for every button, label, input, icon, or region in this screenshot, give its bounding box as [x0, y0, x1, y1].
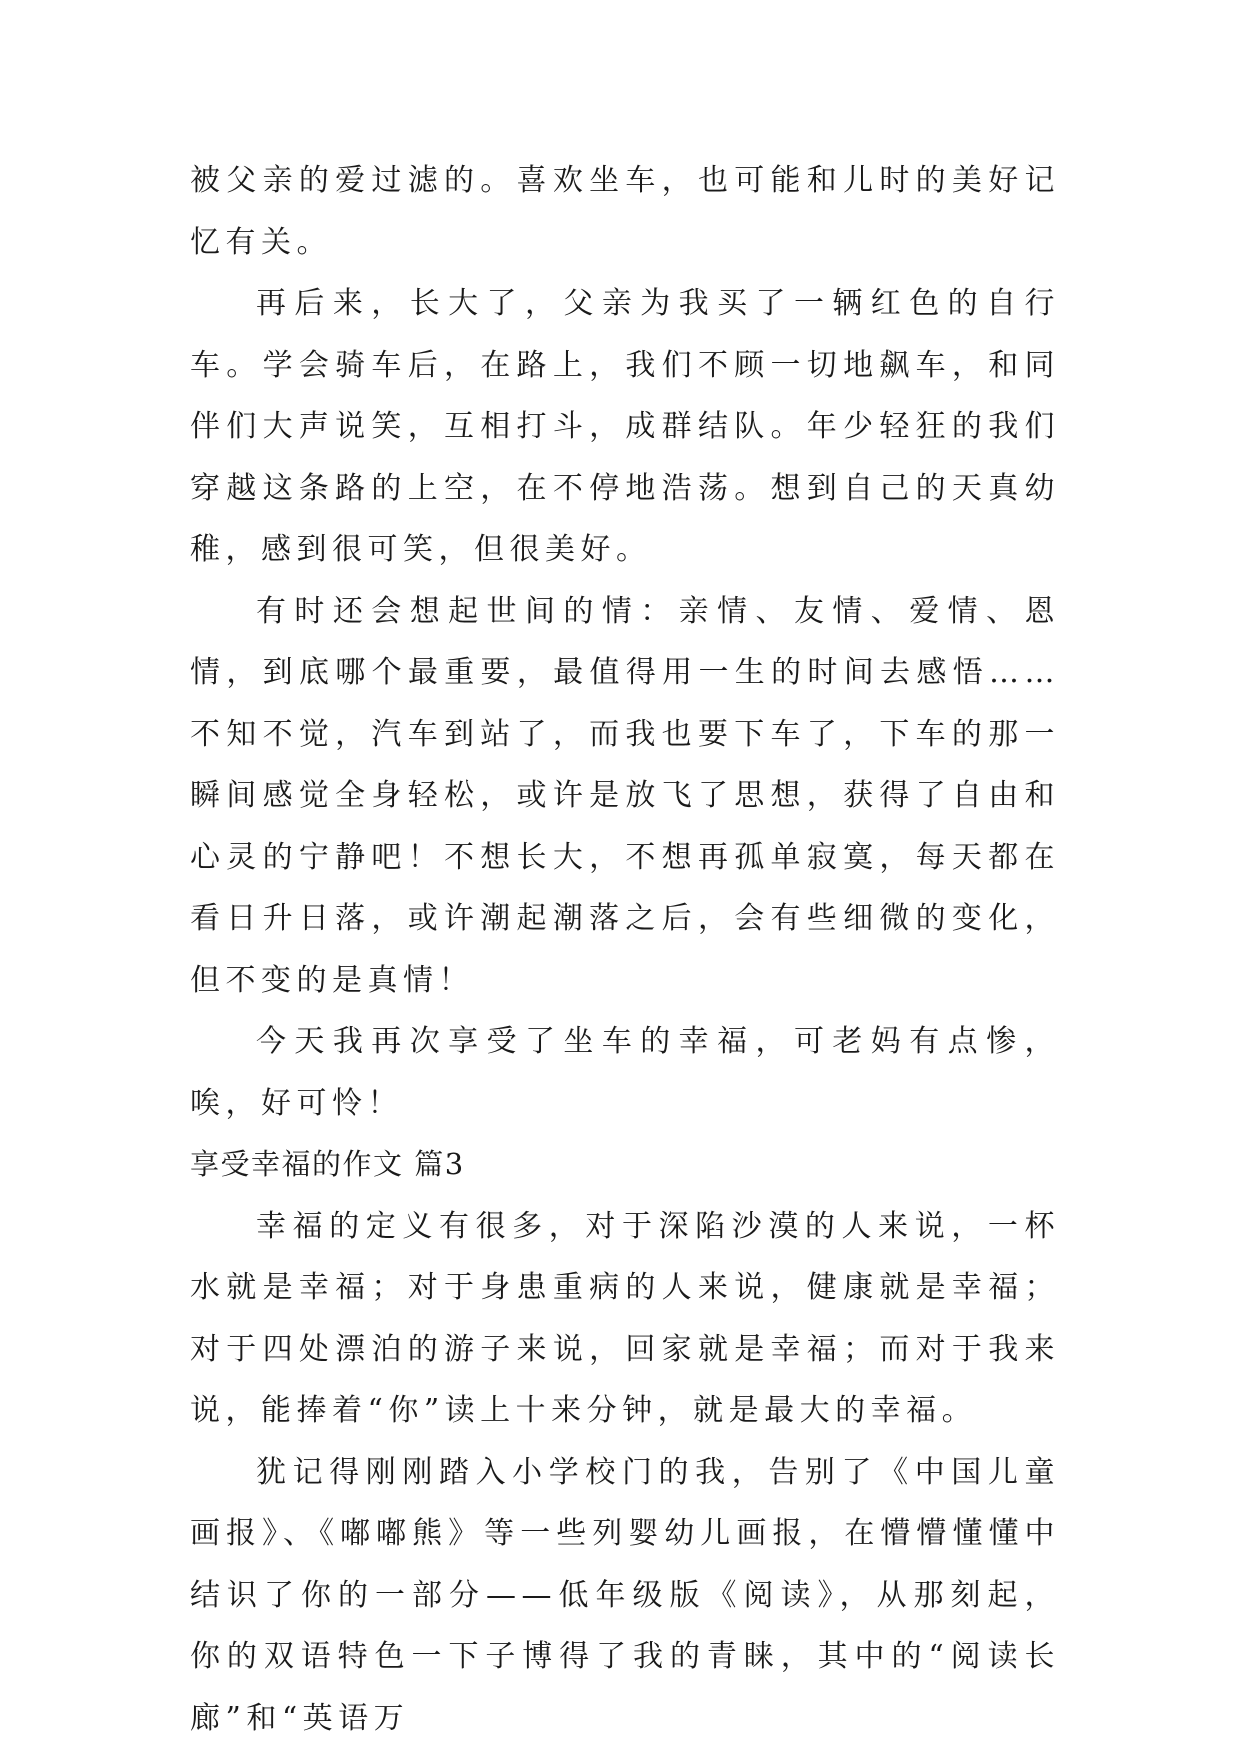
- section-paragraph-1: 幸福的定义有很多，对于深陷沙漠的人来说，一杯水就是幸福；对于身患重病的人来说，健康就是幸福；对于四处漂泊的游子来说，回家就是幸福；而对于我来说，能捧着“你”读上十来分钟，就是最大的幸福。: [190, 1208, 1060, 1428]
- paragraph-3: 有时还会想起世间的情：亲情、友情、爱情、恩情，到底哪个最重要，最值得用一生的时间去感悟……不知不觉，汽车到站了，而我也要下车了，下车的那一瞬间感觉全身轻松，或许是放飞了思想，获得了自由和心灵的宁静吧！不想长大，不想再孤单寂寞，每天都在看日升日落，或许潮起潮落之后，会有些细微的变化，但不变的是真情！: [190, 593, 1060, 998]
- paragraph-1: 被父亲的爱过滤的。喜欢坐车，也可能和儿时的美好记忆有关。: [190, 163, 1060, 260]
- paragraph-2: 再后来，长大了，父亲为我买了一辆红色的自行车。学会骑车后，在路上，我们不顾一切地飙车，和同伴们大声说笑，互相打斗，成群结队。年少轻狂的我们穿越这条路的上空，在不停地浩荡。想到自己的天真幼稚，感到很可笑，但很美好。: [190, 286, 1060, 567]
- paragraph-4: 今天我再次享受了坐车的幸福，可老妈有点惨，唉，好可怜！: [190, 1024, 1060, 1121]
- section-paragraph-2: 犹记得刚刚踏入小学校门的我，告别了《中国儿童画报》、《嘟嘟熊》等一些列婴幼儿画报，在懵懵懂懂中结识了你的一部分——低年级版《阅读》，从那刻起，你的双语特色一下子博得了我的青睐，其中的“阅读长廊”和“英语万: [190, 1454, 1060, 1736]
- section-title: 享受幸福的作文 篇3: [190, 1147, 465, 1181]
- document-body: [190, 150, 1060, 1749]
